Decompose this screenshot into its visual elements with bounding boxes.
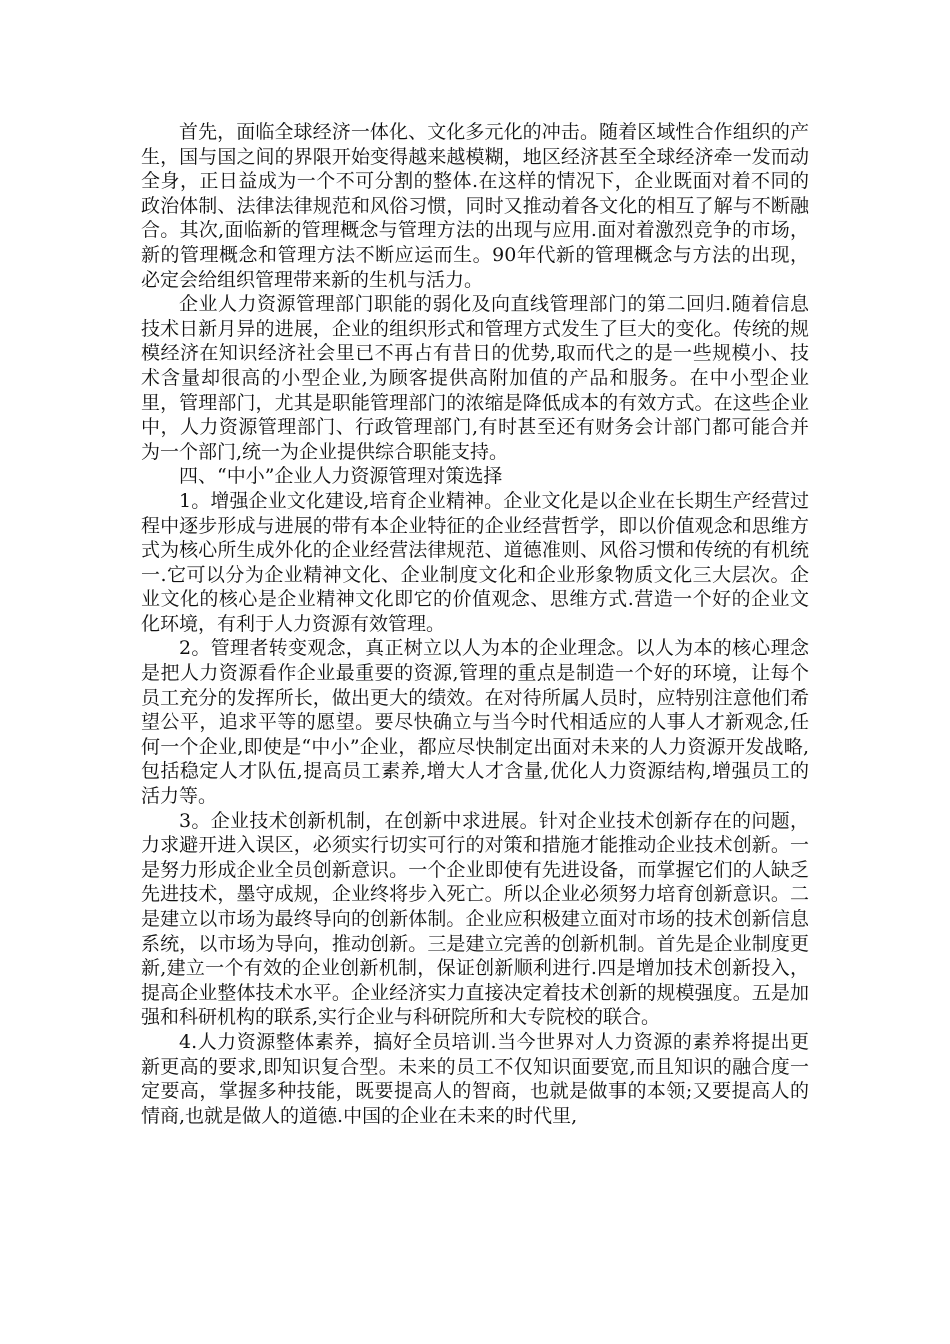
paragraph-hr-department: 企业人力资源管理部门职能的弱化及向直线管理部门的第二回归.随着信息技术日新月异的进展，企业的组织形式和管理方式发生了巨大的变化。传统的规模经济在知识经济社会里已不再占有昔日的优势,取而代之的是一些规模小、技术含量却很高的小型企业,为顾客提供高附加值的产品和服务。在中小型企业里，管理部门，尤其是职能管理部门的浓缩是降低成本的有效方式。在这些企业中，人力资源管理部门、行政管理部门,有时甚至还有财务会计部门都可能合并为一个部门,统一为企业提供综合职能支持。 — [141, 293, 809, 463]
paragraph-item-2: 2。管理者转变观念，真正树立以人为本的企业理念。以人为本的核心理念是把人力资源看作企业最重要的资源,管理的重点是制造一个好的环境，让每个员工充分的发挥所长，做出更大的绩效。在对待所属人员时，应特别注意他们希望公平，追求平等的愿望。要尽快确立与当今时代相适应的人事人才新观念,任何一个企业,即使是“中小”企业，都应尽快制定出面对未来的人力资源开发战略,包括稳定人才队伍,提高员工素养,增大人才含量,优化人力资源结构,增强员工的活力等。 — [141, 637, 809, 808]
paragraph-item-4: 4.人力资源整体素养，搞好全员培训.当今世界对人力资源的素养将提出更新更高的要求,即知识复合型。未来的员工不仅知识面要宽,而且知识的融合度一定要高，掌握多种技能，既要提高人的智商，也就是做事的本领;又要提高人的情商,也就是做人的道德.中国的企业在未来的时代里, — [141, 1030, 809, 1127]
paragraph-item-1: 1。增强企业文化建设,培育企业精神。企业文化是以企业在长期生产经营过程中逐步形成与进展的带有本企业特征的企业经营哲学，即以价值观念和思维方式为核心所生成外化的企业经营法律规范、道德准则、风俗习惯和传统的有机统一.它可以分为企业精神文化、企业制度文化和企业形象物质文化三大层次。企业文化的核心是企业精神文化即它的价值观念、思维方式.营造一个好的企业文化环境，有利于人力资源有效管理。 — [141, 489, 809, 635]
section-heading: 四、“中小”企业人力资源管理对策选择 — [179, 465, 503, 488]
paragraph-item-3: 3。企业技术创新机制，在创新中求进展。针对企业技术创新存在的问题，力求避开进入误区，必须实行切实可行的对策和措施才能推动企业技术创新。一是努力形成企业全员创新意识。一个企业即使有先进设备，而掌握它们的人缺乏先进技术，墨守成规，企业终将步入死亡。所以企业必须努力培育创新意识。二是建立以市场为最终导向的创新体制。企业应积极建立面对市场的技术创新信息系统，以市场为导向，推动创新。三是建立完善的创新机制。首先是企业制度更新,建立一个有效的企业创新机制，保证创新顺利进行.四是增加技术创新投入，提高企业整体技术水平。企业经济实力直接决定着技术创新的规模强度。五是加强和科研机构的联系,实行企业与科研院所和大专院校的联合。 — [141, 809, 809, 1029]
paragraph-challenges: 首先，面临全球经济一体化、文化多元化的冲击。随着区域性合作组织的产生，国与国之间的界限开始变得越来越模糊，地区经济甚至全球经济牵一发而动全身，正日益成为一个不可分割的整体.在这样的情况下，企业既面对着不同的政治体制、法律法律规范和风俗习惯，同时又推动着各文化的相互了解与不断融合。其次,面临新的管理概念与管理方法的出现与应用.面对着激烈竞争的市场，新的管理概念和管理方法不断应运而生。90年代新的管理概念与方法的出现，必定会给组织管理带来新的生机与活力。 — [141, 121, 809, 291]
document-body — [141, 120, 809, 1128]
